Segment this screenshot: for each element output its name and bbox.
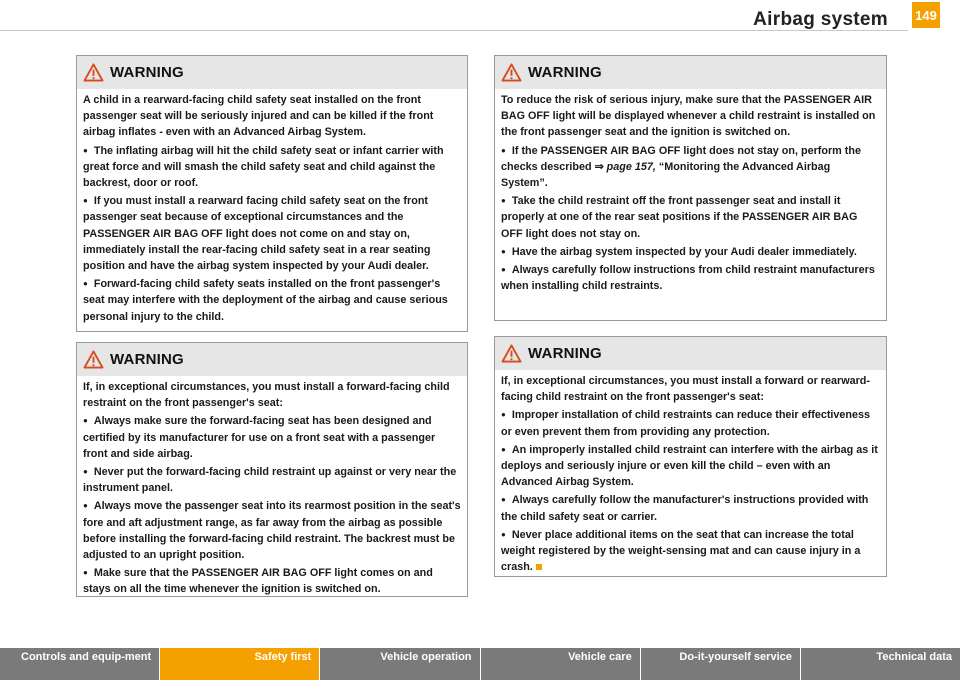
paragraph-text: Never place additional items on the seat that can increase the total weight registered by the weight-sensing mat and can cause injury in a crash.	[501, 528, 861, 574]
paragraph-text: Make sure that the PASSENGER AIR BAG OFF light comes on and stays on all the time whenever the ignition is switched on.	[83, 567, 433, 596]
warning-triangle-icon	[83, 350, 104, 369]
tab-controls-and-equipment[interactable]: Controls and equip-ment	[0, 648, 160, 680]
warning-title: WARNING	[528, 345, 602, 362]
warning-body	[495, 370, 886, 581]
warning-body	[495, 89, 886, 300]
warning-bullet	[501, 442, 880, 491]
warning-bullet	[501, 407, 880, 439]
page-reference-link[interactable]: page 157,	[606, 160, 656, 173]
page-header	[0, 0, 960, 40]
warning-title: WARNING	[528, 64, 602, 81]
page-title: Airbag system	[753, 9, 888, 30]
warning-bullet	[501, 527, 880, 576]
paragraph-text: If you must install a rearward facing child safety seat on the front passenger seat because of exceptional circumstances and the PASSENGER AIR BAG OFF light does not come on and stay on, immediately install the rear-facing child safety seat in a rear seating position and have the airbag system inspected by your Audi dealer.	[83, 195, 431, 273]
warning-bullet	[83, 413, 461, 462]
end-of-section-marker	[536, 564, 542, 570]
warning-bullet	[83, 276, 461, 325]
paragraph-text: Always carefully follow instructions from child restraint manufacturers when installing child restraints.	[501, 264, 875, 293]
warning-bullet	[83, 498, 461, 563]
warning-box-left-2	[76, 342, 468, 597]
warning-intro	[501, 373, 880, 405]
warning-bullet	[501, 262, 880, 294]
warning-bullet	[83, 565, 461, 597]
paragraph-text: If, in exceptional circumstances, you must install a forward-facing child restraint on the front passenger's seat:	[83, 381, 450, 410]
warning-triangle-icon	[83, 63, 104, 82]
warning-box-right-2	[494, 336, 887, 577]
warning-title: WARNING	[110, 351, 184, 368]
paragraph-text: An improperly installed child restraint can interfere with the airbag as it deploys and seriously injure or even kill the child – even with an Advanced Airbag System.	[501, 443, 878, 489]
tab-technical-data[interactable]: Technical data	[801, 648, 960, 680]
warning-bullet	[83, 143, 461, 192]
paragraph-text: Take the child restraint off the front passenger seat and install it properly at one of the rear seat positions if the PASSENGER AIR BAG OFF light does not stay on.	[501, 195, 858, 240]
paragraph-text: Have the airbag system inspected by your Audi dealer immediately.	[511, 245, 857, 258]
warning-body	[77, 376, 467, 604]
page-number: 149	[912, 2, 940, 28]
paragraph-text: To reduce the risk of serious injury, make sure that the PASSENGER AIR BAG OFF light will be displayed whenever a child restraint is installed on the front passenger seat and the ignition is switched on.	[501, 94, 876, 139]
warning-intro	[501, 92, 880, 141]
paragraph-text: Always carefully follow the manufacturer's instructions provided with the child safety seat or carrier.	[501, 494, 869, 523]
paragraph-text: Improper installation of child restraints can reduce their effectiveness or even prevent them from providing any protection.	[501, 409, 871, 438]
warning-header	[77, 343, 467, 376]
bullet-text: If the PASSENGER AIR BAG OFF light does not stay on, perform the checks described ⇒	[501, 144, 861, 173]
bullet-text: “Monitoring the Advanced Airbag System”.	[501, 160, 831, 190]
paragraph-text: The inflating airbag will hit the child safety seat or infant carrier with great force and will smash the child safety seat and child against the backrest, door or roof.	[83, 144, 444, 190]
paragraph-text: If, in exceptional circumstances, you must install a forward or rearward-facing child restraint on the front passenger's seat:	[501, 375, 871, 404]
warning-bullet	[83, 464, 461, 496]
section-nav	[0, 648, 960, 680]
paragraph-text: Always move the passenger seat into its rearmost position in the seat's fore and aft adjustment range, as far away from the airbag as possible before installing the forward-facing child restraint. The backrest must be adjusted to an upright position.	[83, 500, 461, 562]
warning-bullet	[83, 193, 461, 274]
warning-triangle-icon	[501, 344, 522, 363]
paragraph-text: A child in a rearward-facing child safety seat installed on the front passenger seat will be seriously injured and can be killed if the front airbag inflates - even with an Advanced Airbag System.	[83, 94, 434, 139]
tab-vehicle-care[interactable]: Vehicle care	[481, 648, 641, 680]
tab-do-it-yourself-service[interactable]: Do-it-yourself service	[641, 648, 801, 680]
paragraph-text: Never put the forward-facing child restraint up against or very near the instrument panel.	[83, 466, 457, 495]
warning-header	[495, 56, 886, 89]
warning-bullet	[501, 193, 880, 242]
warning-header	[495, 337, 886, 370]
header-divider	[0, 30, 908, 31]
tab-vehicle-operation[interactable]: Vehicle operation	[320, 648, 480, 680]
warning-intro	[83, 92, 461, 141]
tab-safety-first[interactable]: Safety first	[160, 648, 320, 680]
paragraph-text: Always make sure the forward-facing seat has been designed and certified by its manufacturer for use on a front seat with a passenger front and side airbag.	[83, 415, 436, 460]
warning-box-left-1	[76, 55, 468, 332]
warning-header	[77, 56, 467, 89]
warning-bullet	[501, 492, 880, 524]
warning-body	[77, 89, 467, 331]
warning-intro	[83, 379, 461, 411]
warning-triangle-icon	[501, 63, 522, 82]
paragraph-text: Forward-facing child safety seats installed on the front passenger's seat may interfere with the deployment of the airbag and cause serious personal injury to the child.	[83, 278, 448, 323]
warning-box-right-1	[494, 55, 887, 321]
warning-title: WARNING	[110, 64, 184, 81]
warning-bullet	[501, 244, 880, 260]
warning-bullet	[501, 143, 880, 192]
